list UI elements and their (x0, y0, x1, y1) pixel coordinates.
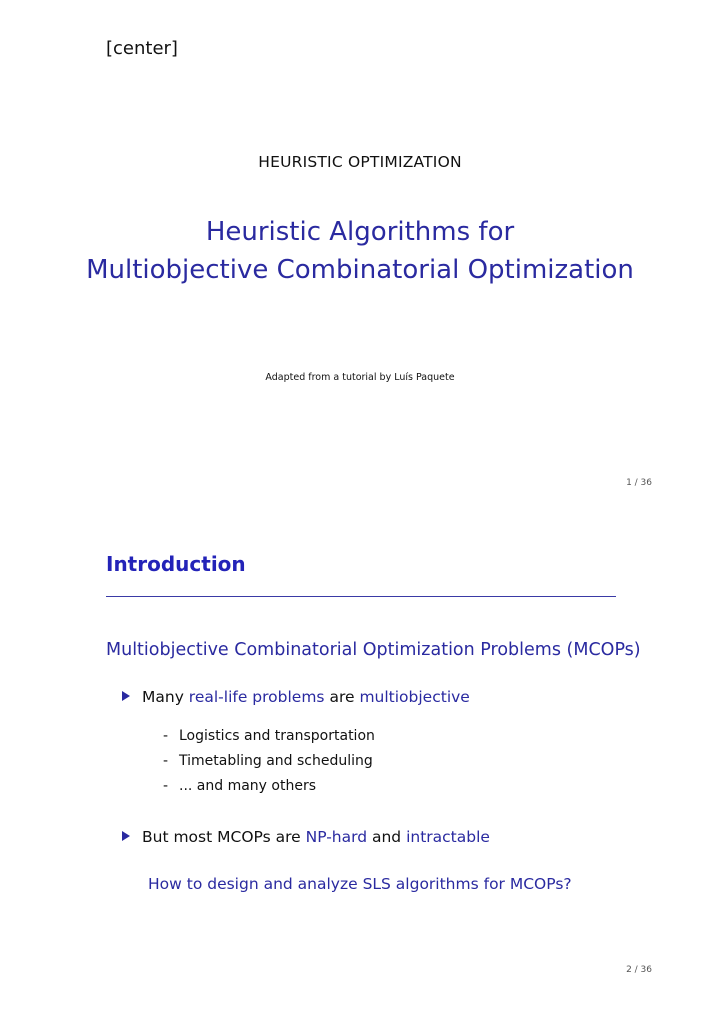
bullet-triangle-icon (122, 691, 130, 701)
sub-item-text: Timetabling and scheduling (179, 753, 373, 769)
sub-item-text: Logistics and transportation (179, 728, 375, 744)
frame-title: Introduction (106, 552, 246, 576)
sub-item-timetabling (163, 753, 373, 769)
bullet-text-mid: are (324, 688, 360, 706)
sub-item-dash: - (163, 728, 169, 744)
highlight-multiobjective: multiobjective (359, 688, 470, 706)
bullet-text-pre: But most MCOPs are (142, 828, 306, 846)
course-name: HEURISTIC OPTIMIZATION (258, 153, 462, 171)
highlight-real-life-problems: real-life problems (188, 688, 325, 706)
slide-title-line-2: Multiobjective Combinatorial Optimization (86, 255, 634, 285)
bullet-text-mid: and (367, 828, 407, 846)
key-question: How to design and analyze SLS algorithms for MCOPs? (148, 875, 572, 893)
page-number-1: 1 / 36 (626, 478, 652, 488)
bullet-real-life-problems (122, 688, 470, 706)
sub-item-text: ... and many others (179, 778, 317, 794)
sub-item-others (163, 778, 316, 794)
sub-item-dash: - (163, 753, 169, 769)
highlight-np-hard: NP-hard (305, 828, 368, 846)
frame-title-rule (106, 596, 616, 597)
highlight-intractable: intractable (406, 828, 490, 846)
block-title: Multiobjective Combinatorial Optimization Problems (MCOPs) (106, 640, 641, 660)
page-number-2: 2 / 36 (626, 965, 652, 975)
slide-subtitle: Adapted from a tutorial by Luís Paquete (265, 372, 455, 383)
sub-item-dash: - (163, 778, 169, 794)
bullet-text-pre: Many (142, 688, 189, 706)
bullet-triangle-icon (122, 831, 130, 841)
sub-item-logistics (163, 728, 375, 744)
center-tag: [center] (106, 38, 178, 59)
bullet-np-hard (122, 828, 490, 846)
slide-title-line-1: Heuristic Algorithms for (205, 217, 515, 247)
